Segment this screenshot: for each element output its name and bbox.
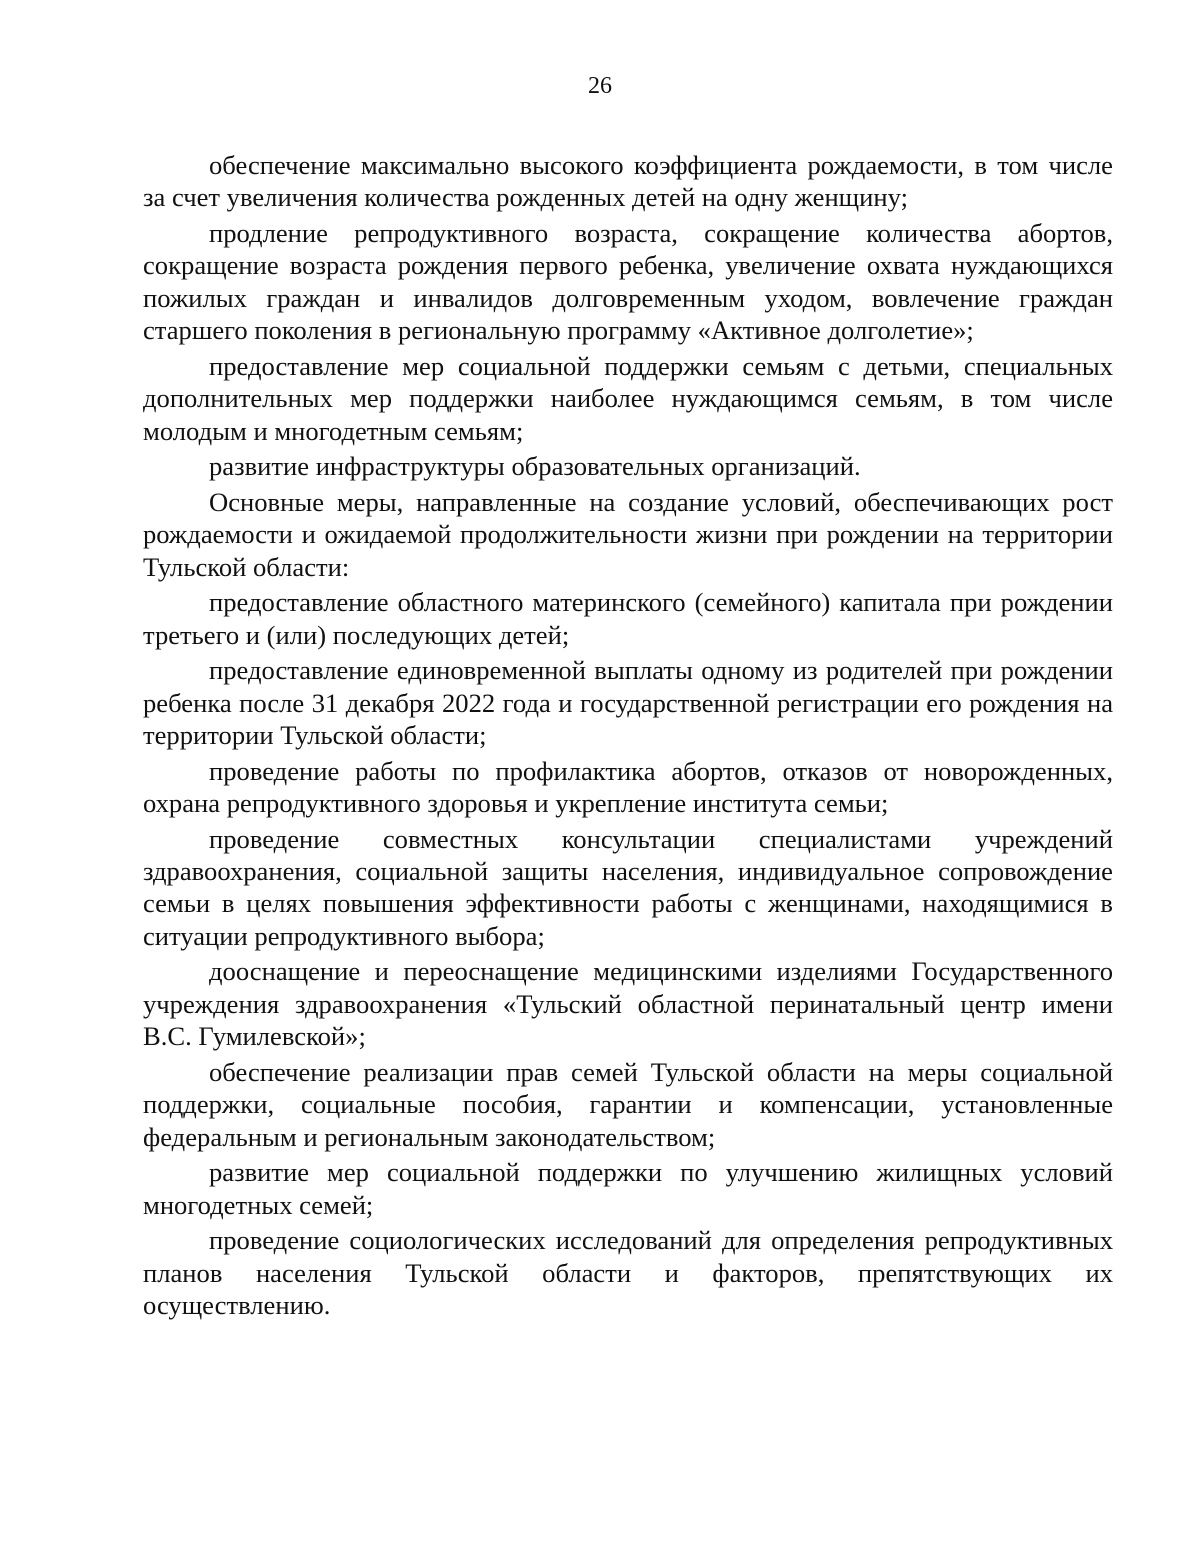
- paragraph: обеспечение максимально высокого коэффициента рождаемости, в том числе за счет увеличения количества рожденных детей на одну женщину;: [143, 150, 1113, 213]
- paragraph: развитие инфраструктуры образовательных организаций.: [209, 451, 861, 482]
- paragraph: предоставление единовременной выплаты одному из родителей при рождении ребенка после 31 декабря 2022 года и государственной регистрации его рождения на территории Тульской области;: [143, 655, 1113, 751]
- paragraph: предоставление мер социальной поддержки семьям с детьми, специальных дополнительных мер поддержки наиболее нуждающимся семьям, в том числе молодым и многодетным семьям;: [143, 350, 1113, 446]
- page-number: 26: [588, 73, 612, 99]
- paragraph: продление репродуктивного возраста, сокращение количества абортов, сокращение возраста рождения первого ребенка, увеличение охвата нуждающихся пожилых граждан и инвалидов долговременным уходом, вовлечение граждан старшего поколения в региональную программу «Активное долголетие»;: [143, 218, 1113, 346]
- paragraph: обеспечение реализации прав семей Тульской области на меры социальной поддержки, социальные пособия, гарантии и компенсации, установленные федеральным и региональным законодательством;: [143, 1056, 1113, 1152]
- paragraph: проведение социологических исследований для определения репродуктивных планов населения Тульской области и факторов, препятствующих их осуществлению.: [143, 1225, 1113, 1321]
- paragraph: развитие мер социальной поддержки по улучшению жилищных условий многодетных семей;: [143, 1157, 1113, 1220]
- document-body: [143, 149, 1113, 1325]
- paragraph: проведение работы по профилактика абортов, отказов от новорожденных, охрана репродуктивного здоровья и укрепление института семьи;: [143, 755, 1113, 819]
- paragraph: проведение совместных консультации специалистами учреждений здравоохранения, социальной защиты населения, индивидуальное сопровождение семьи в целях повышения эффективности работы с женщинами, находящимися в ситуации репродуктивного выбора;: [143, 823, 1113, 951]
- paragraph: дооснащение и переоснащение медицинскими изделиями Государственного учреждения здравоохранения «Тульский областной перинатальный центр имени В.С. Гумилевской»;: [143, 956, 1113, 1052]
- paragraph: предоставление областного материнского (семейного) капитала при рождении третьего и (или) последующих детей;: [143, 587, 1113, 650]
- paragraph: Основные меры, направленные на создание условий, обеспечивающих рост рождаемости и ожидаемой продолжительности жизни при рождении на территории Тульской области:: [143, 486, 1113, 582]
